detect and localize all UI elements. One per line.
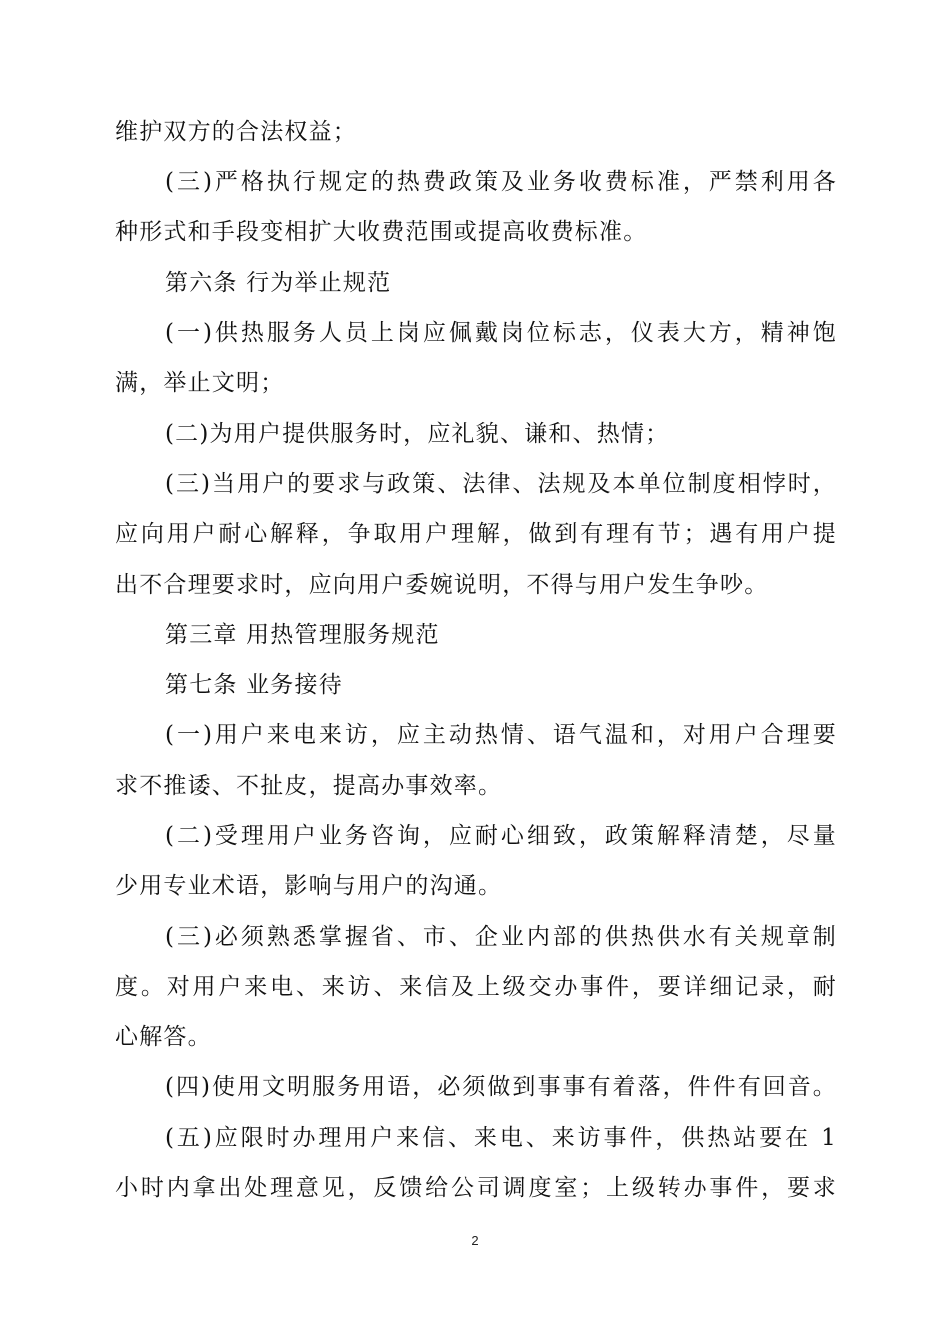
text-line: 应向用户耐心解释，争取用户理解，做到有理有节；遇有用户提: [115, 521, 837, 547]
text-line: (四)使用文明服务用语，必须做到事事有着落，件件有回音。: [165, 1074, 837, 1100]
text-line: 求不推诿、不扯皮，提高办事效率。: [115, 773, 503, 799]
text-line: (一)用户来电来访，应主动热情、语气温和，对用户合理要: [165, 722, 837, 748]
section-heading: 第六条 行为举止规范: [165, 270, 392, 296]
chapter-heading: 第三章 用热管理服务规范: [165, 622, 440, 648]
text-line: 维护双方的合法权益；: [115, 119, 357, 145]
text-line: 少用专业术语，影响与用户的沟通。: [115, 873, 503, 899]
text-line: 出不合理要求时，应向用户委婉说明，不得与用户发生争吵。: [115, 572, 769, 598]
text-line: 心解答。: [115, 1024, 212, 1050]
text-line: 种形式和手段变相扩大收费范围或提高收费标准。: [115, 219, 648, 245]
text-line: (二)受理用户业务咨询，应耐心细致，政策解释清楚，尽量: [165, 823, 837, 849]
text-line: 度。对用户来电、来访、来信及上级交办事件，要详细记录，耐: [115, 974, 837, 1000]
text-line: (五)应限时办理用户来信、来电、来访事件，供热站要在 1: [165, 1125, 837, 1151]
text-line: (三)严格执行规定的热费政策及业务收费标准，严禁利用各: [165, 169, 837, 195]
text-line: (三)必须熟悉掌握省、市、企业内部的供热供水有关规章制: [165, 924, 837, 950]
text-line: (二)为用户提供服务时，应礼貌、谦和、热情；: [165, 421, 670, 447]
text-line: (三)当用户的要求与政策、法律、法规及本单位制度相悖时，: [165, 471, 837, 497]
text-line: (一)供热服务人员上岗应佩戴岗位标志，仪表大方，精神饱: [165, 320, 837, 346]
section-heading: 第七条 业务接待: [165, 672, 343, 698]
text-line: 满，举止文明；: [115, 370, 285, 396]
text-line: 小时内拿出处理意见，反馈给公司调度室；上级转办事件，要求: [115, 1175, 837, 1201]
page-number: 2: [471, 1233, 479, 1248]
